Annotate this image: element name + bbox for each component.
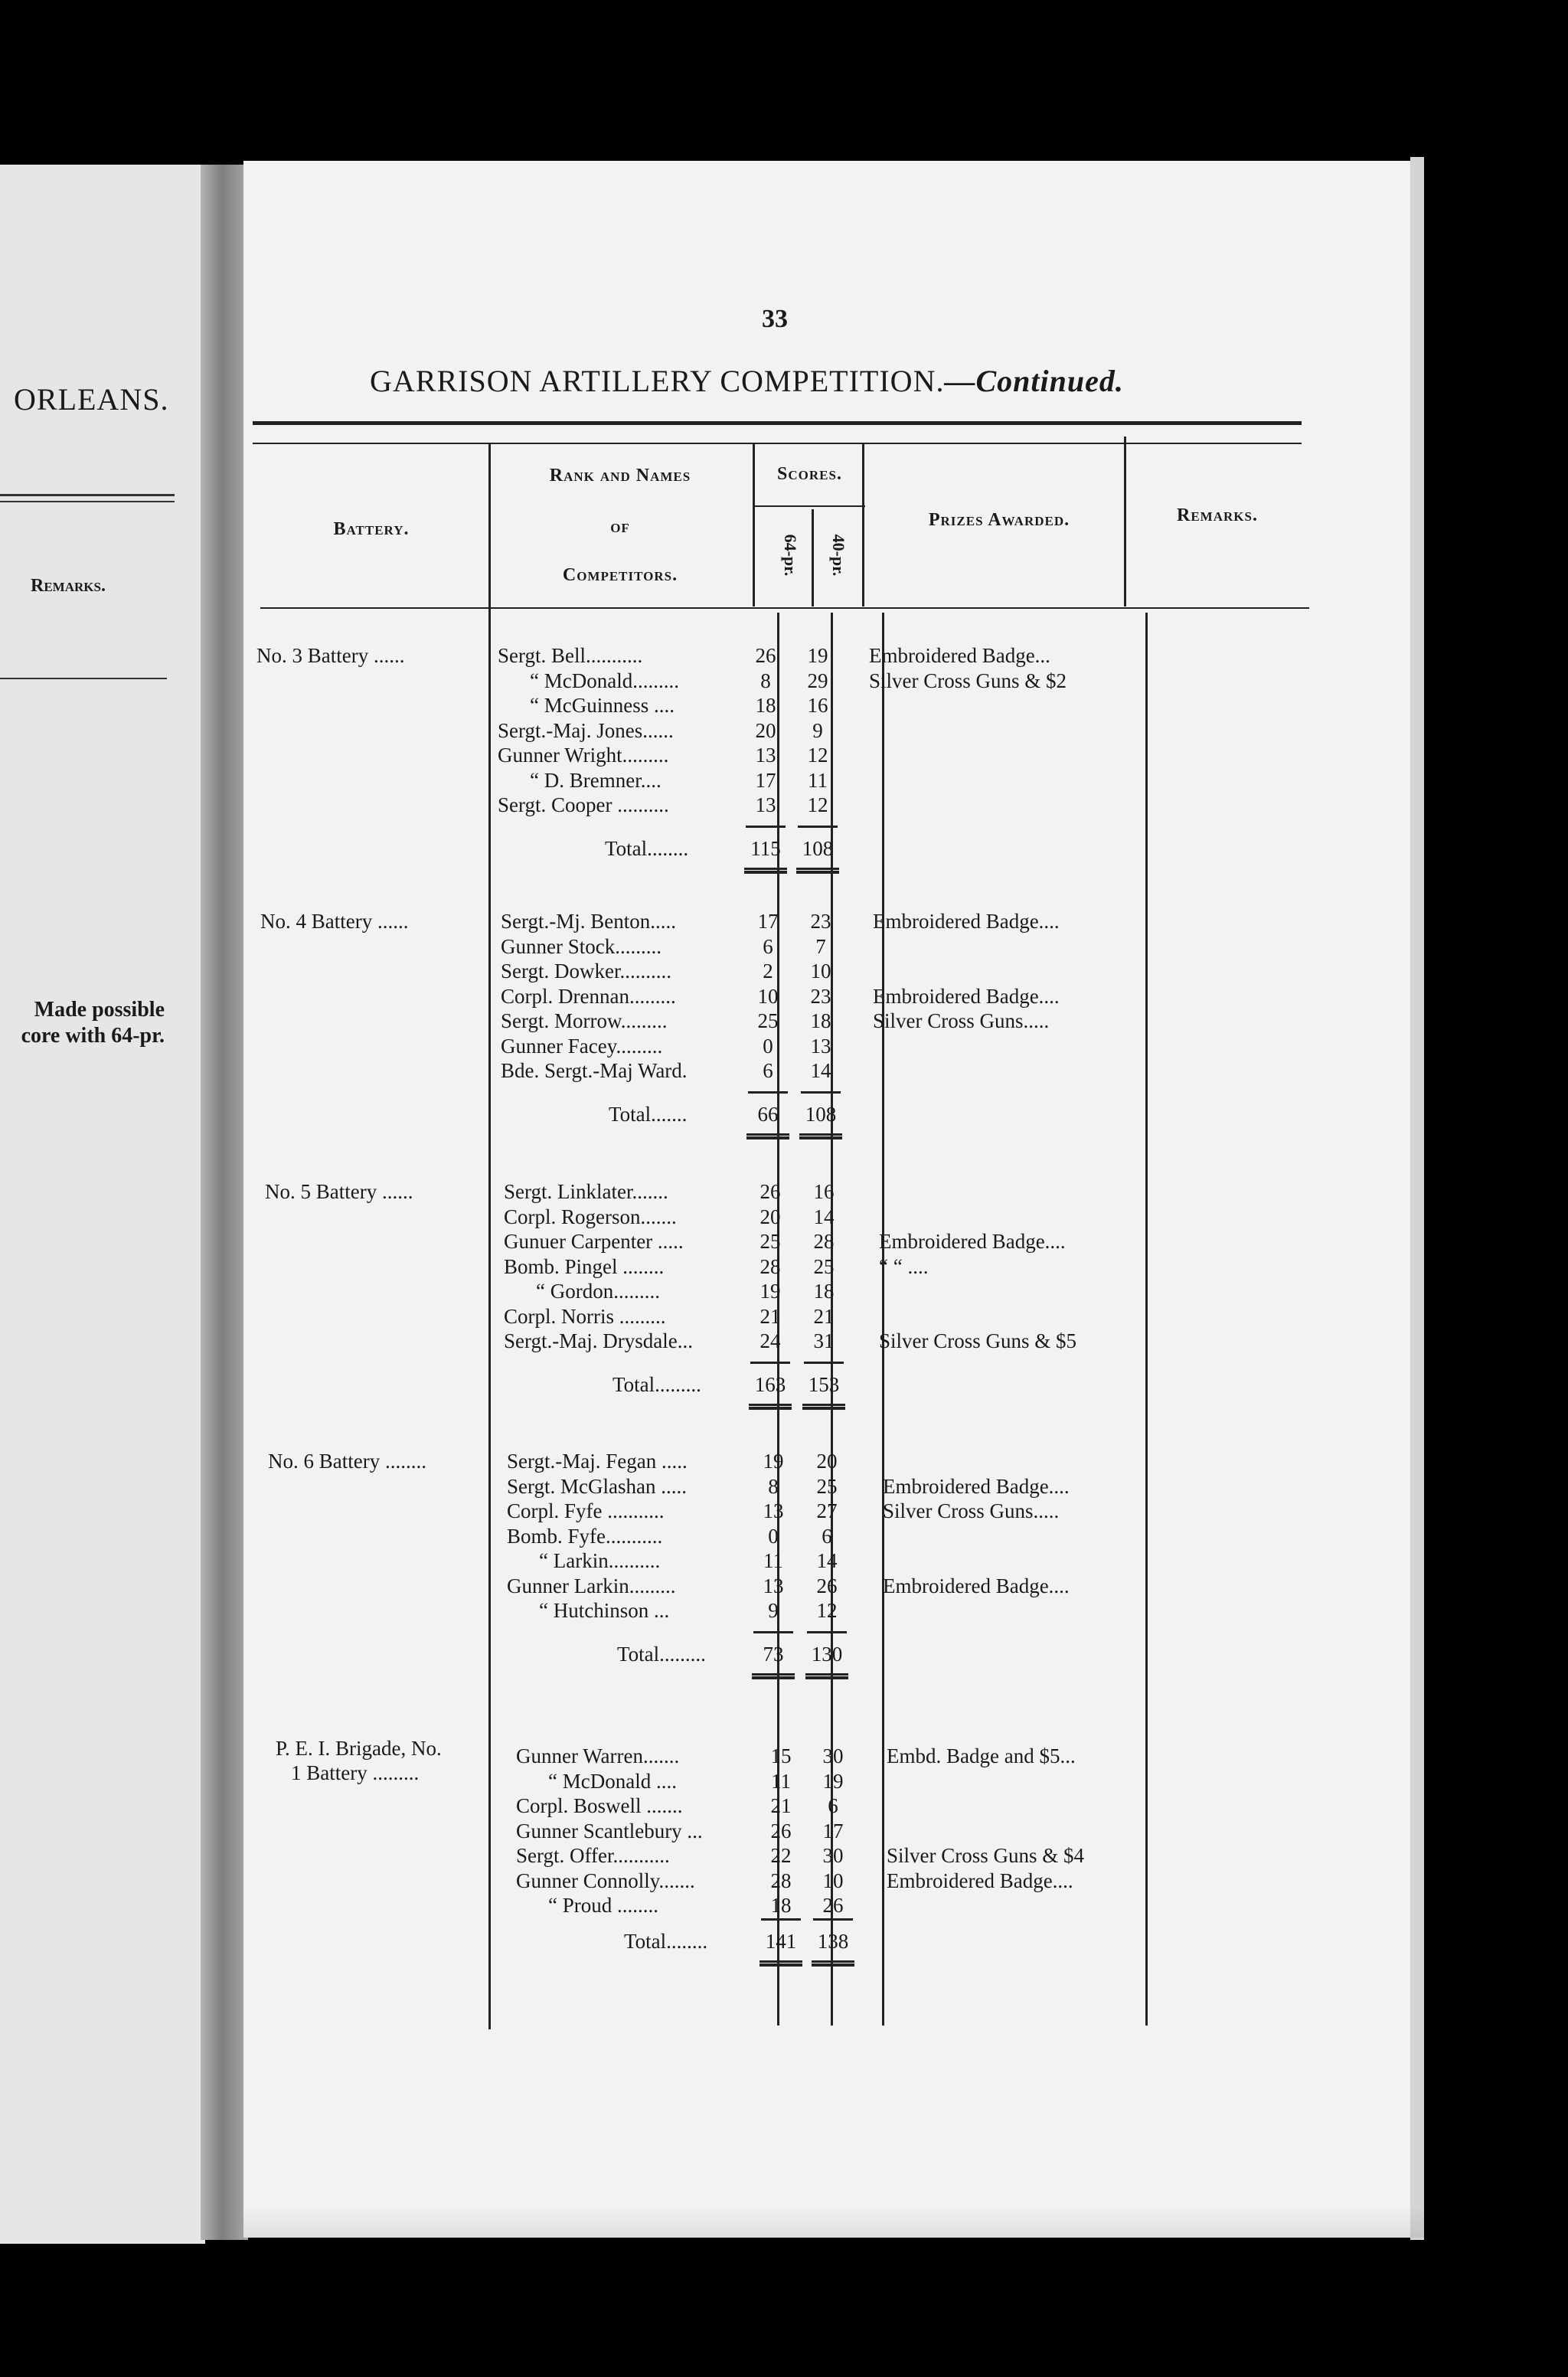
prize-awarded: Silver Cross Guns & $5 [879, 1329, 1077, 1352]
prize-awarded: Embroidered Badge.... [883, 1574, 1070, 1597]
competitor-name: Gunner Facey......... [501, 1034, 663, 1058]
total-double-rule-64 [760, 1960, 802, 1967]
subtotal-rule-40 [813, 1918, 853, 1921]
total-40-pr: 130 [811, 1643, 843, 1666]
score-64-pr: 15 [770, 1744, 792, 1767]
competitor-name: Gunner Stock......... [501, 934, 662, 958]
score-40-pr: 16 [813, 1180, 835, 1203]
left-page-rule-top-thin [0, 501, 175, 502]
competitor-name: “ McDonald .... [548, 1769, 677, 1793]
header-rank-line2: of [610, 517, 630, 537]
col-rule-prizes-header [1124, 436, 1126, 607]
total-double-rule-64 [752, 1673, 795, 1679]
competitor-name: Sergt. Offer........... [516, 1844, 670, 1867]
score-40-pr: 25 [816, 1474, 838, 1498]
score-64-pr: 19 [760, 1280, 781, 1303]
score-40-pr: 11 [808, 768, 828, 792]
score-64-pr: 17 [755, 768, 776, 792]
left-page-note-line1: Made possible [34, 998, 165, 1022]
score-64-pr: 2 [763, 960, 773, 983]
score-64-pr: 18 [755, 694, 776, 717]
competitor-name: Sergt. Cooper .......... [498, 793, 669, 816]
subtotal-rule-40 [801, 1091, 841, 1094]
header-prizes: Prizes Awarded. [928, 510, 1070, 530]
total-64-pr: 73 [763, 1643, 784, 1666]
page-title [370, 363, 1124, 399]
prize-awarded: Silver Cross Guns..... [883, 1499, 1060, 1522]
total-double-rule-64 [746, 1133, 789, 1139]
table-header-bottom-rule [260, 607, 1309, 609]
score-40-pr: 30 [822, 1744, 844, 1767]
competitor-name: “ Proud ........ [548, 1894, 658, 1917]
header-scores: Scores. [777, 464, 842, 484]
battery-name: No. 5 Battery ...... [265, 1180, 413, 1203]
col-rule-64-header [812, 509, 814, 607]
score-64-pr: 20 [755, 718, 776, 742]
score-40-pr: 13 [810, 1034, 831, 1058]
score-40-pr: 6 [822, 1524, 832, 1548]
prize-awarded: Silver Cross Guns..... [873, 1009, 1050, 1032]
score-64-pr: 13 [755, 793, 776, 816]
score-40-pr: 12 [807, 744, 828, 767]
header-rank-line3: Competitors. [562, 565, 678, 585]
page-bottom-shadow [243, 2205, 1424, 2238]
score-64-pr: 13 [763, 1574, 784, 1597]
score-64-pr: 26 [760, 1180, 781, 1203]
competitor-name: Corpl. Fyfe ........... [507, 1499, 665, 1522]
subtotal-rule-64 [753, 1631, 793, 1633]
total-40-pr: 108 [805, 1103, 837, 1126]
score-64-pr: 28 [760, 1254, 781, 1278]
score-64-pr: 25 [757, 1009, 779, 1032]
score-64-pr: 0 [768, 1524, 779, 1548]
score-64-pr: 11 [771, 1769, 791, 1793]
left-page-rule-header [0, 678, 167, 679]
total-double-rule-64 [749, 1404, 792, 1410]
competitor-name: Gunner Warren....... [516, 1744, 680, 1767]
competitor-name: Corpl. Boswell ....... [516, 1794, 683, 1817]
total-40-pr: 153 [808, 1373, 840, 1396]
score-64-pr: 20 [760, 1205, 781, 1228]
score-40-pr: 21 [813, 1304, 835, 1328]
score-40-pr: 19 [807, 644, 828, 667]
competitor-name: Gunner Connolly....... [516, 1869, 695, 1892]
total-double-rule-40 [802, 1404, 845, 1410]
score-40-pr: 20 [816, 1450, 838, 1473]
score-64-pr: 9 [768, 1599, 779, 1622]
competitor-name: “ McGuinness .... [530, 694, 675, 717]
total-label: Total......... [612, 1373, 701, 1396]
header-remarks: Remarks. [1177, 505, 1258, 525]
prize-awarded: Embroidered Badge.... [879, 1230, 1066, 1253]
scores-divider-rule [754, 505, 865, 507]
score-40-pr: 7 [815, 934, 826, 958]
header-40-pr: 40-pr. [829, 534, 848, 577]
score-64-pr: 24 [760, 1329, 781, 1352]
table-top-rule [253, 421, 1302, 425]
subtotal-rule-64 [746, 826, 786, 828]
left-page [0, 165, 205, 2244]
score-40-pr: 30 [822, 1844, 844, 1867]
score-64-pr: 18 [770, 1894, 792, 1917]
score-64-pr: 6 [763, 1059, 773, 1082]
score-64-pr: 25 [760, 1230, 781, 1253]
score-40-pr: 29 [807, 669, 828, 692]
subtotal-rule-40 [807, 1631, 847, 1633]
competitor-name: Sergt.-Mj. Benton..... [501, 910, 676, 933]
score-40-pr: 26 [822, 1894, 844, 1917]
score-40-pr: 28 [813, 1230, 835, 1253]
subtotal-rule-40 [798, 826, 838, 828]
left-page-remarks-header: Remarks. [31, 576, 106, 596]
total-double-rule-40 [812, 1960, 854, 1967]
page-number: 33 [762, 305, 788, 333]
competitor-name: Sergt. Morrow......... [501, 1009, 668, 1032]
competitor-name: Bde. Sergt.-Maj Ward. [501, 1059, 688, 1082]
page-title-suffix: —Continued. [944, 364, 1124, 398]
competitor-name: Gunner Wright......... [498, 744, 669, 767]
header-rank-line1: Rank and Names [549, 466, 691, 486]
subtotal-rule-40 [804, 1362, 844, 1364]
competitor-name: Sergt.-Maj. Fegan ..... [507, 1450, 688, 1473]
prize-awarded: Embroidered Badge.... [883, 1474, 1070, 1498]
subtotal-rule-64 [761, 1918, 801, 1921]
total-double-rule-64 [744, 868, 787, 874]
score-40-pr: 27 [816, 1499, 838, 1522]
competitor-name: “ McDonald......... [530, 669, 679, 692]
score-64-pr: 22 [770, 1844, 792, 1867]
prize-awarded: Embroidered Badge... [869, 644, 1050, 667]
competitor-name: Sergt. Linklater....... [504, 1180, 668, 1203]
score-40-pr: 18 [813, 1280, 835, 1303]
total-64-pr: 115 [750, 837, 781, 860]
table-top-rule-thin [253, 443, 1302, 444]
score-64-pr: 8 [768, 1474, 779, 1498]
score-40-pr: 10 [822, 1869, 844, 1892]
page-title-main: GARRISON ARTILLERY COMPETITION. [370, 364, 945, 398]
score-40-pr: 17 [822, 1819, 844, 1842]
battery-name: P. E. I. Brigade, No. [276, 1737, 442, 1760]
header-battery: Battery. [333, 519, 410, 539]
competitor-name: Sergt. McGlashan ..... [507, 1474, 687, 1498]
col-rule-40-header [862, 444, 864, 607]
score-64-pr: 26 [770, 1819, 792, 1842]
score-40-pr: 25 [813, 1254, 835, 1278]
score-40-pr: 31 [813, 1329, 835, 1352]
prize-awarded: Silver Cross Guns & $4 [887, 1844, 1085, 1867]
total-64-pr: 66 [757, 1103, 779, 1126]
subtotal-rule-64 [750, 1362, 790, 1364]
score-64-pr: 0 [763, 1034, 773, 1058]
score-40-pr: 14 [813, 1205, 835, 1228]
score-40-pr: 10 [810, 960, 831, 983]
score-64-pr: 10 [757, 984, 779, 1008]
total-64-pr: 163 [754, 1373, 786, 1396]
total-label: Total....... [609, 1103, 688, 1126]
total-double-rule-40 [805, 1673, 848, 1679]
prize-awarded: “ “ .... [879, 1254, 929, 1278]
competitor-name: Sergt.-Maj. Drysdale... [504, 1329, 693, 1352]
prize-awarded: Silver Cross Guns & $2 [869, 669, 1067, 692]
total-double-rule-40 [796, 868, 839, 874]
score-40-pr: 26 [816, 1574, 838, 1597]
prize-awarded: Embroidered Badge.... [887, 1869, 1073, 1892]
score-64-pr: 21 [760, 1304, 781, 1328]
competitor-name: Corpl. Norris ......... [504, 1304, 666, 1328]
total-label: Total........ [624, 1930, 708, 1953]
total-40-pr: 138 [817, 1930, 849, 1953]
score-64-pr: 17 [757, 910, 779, 933]
page-edge [1410, 157, 1424, 2240]
competitor-name: Bomb. Pingel ........ [504, 1254, 665, 1278]
competitor-name: “ Gordon......... [536, 1280, 660, 1303]
col-rule-prizes [1145, 613, 1148, 2026]
score-64-pr: 13 [755, 744, 776, 767]
left-page-title: ORLEANS. [14, 382, 169, 417]
score-40-pr: 14 [816, 1549, 838, 1572]
score-64-pr: 26 [755, 644, 776, 667]
score-40-pr: 23 [810, 984, 831, 1008]
score-40-pr: 12 [816, 1599, 838, 1622]
left-page-note-line2: core with 64-pr. [21, 1024, 165, 1048]
prize-awarded: Embroidered Badge.... [873, 910, 1060, 933]
competitor-name: Gunner Scantlebury ... [516, 1819, 703, 1842]
total-label: Total......... [617, 1643, 706, 1666]
competitor-name: “ Larkin.......... [539, 1549, 661, 1572]
battery-name: No. 6 Battery ........ [268, 1450, 426, 1473]
prize-awarded: Embd. Badge and $5... [887, 1744, 1076, 1767]
score-64-pr: 19 [763, 1450, 784, 1473]
book-gutter [201, 165, 248, 2240]
header-64-pr: 64-pr. [781, 534, 800, 577]
total-label: Total........ [605, 837, 689, 860]
battery-name: 1 Battery ......... [291, 1761, 420, 1784]
score-64-pr: 21 [770, 1794, 792, 1817]
competitor-name: “ Hutchinson ... [539, 1599, 670, 1622]
col-rule-battery [488, 444, 491, 2029]
score-40-pr: 14 [810, 1059, 831, 1082]
battery-name: No. 3 Battery ...... [256, 644, 405, 667]
competitor-name: Bomb. Fyfe........... [507, 1524, 663, 1548]
score-40-pr: 6 [828, 1794, 838, 1817]
score-64-pr: 6 [763, 934, 773, 958]
score-40-pr: 18 [810, 1009, 831, 1032]
score-64-pr: 8 [760, 669, 771, 692]
score-64-pr: 11 [763, 1549, 783, 1572]
score-64-pr: 28 [770, 1869, 792, 1892]
score-40-pr: 12 [807, 793, 828, 816]
total-64-pr: 141 [765, 1930, 797, 1953]
total-double-rule-40 [799, 1133, 842, 1139]
competitor-name: Corpl. Rogerson....... [504, 1205, 677, 1228]
competitor-name: Sergt.-Maj. Jones...... [498, 718, 674, 742]
score-40-pr: 23 [810, 910, 831, 933]
competitor-name: Corpl. Drennan......... [501, 984, 676, 1008]
competitor-name: Sergt. Dowker.......... [501, 960, 671, 983]
battery-name: No. 4 Battery ...... [260, 910, 409, 933]
col-rule-rank-header [753, 444, 755, 607]
score-40-pr: 9 [812, 718, 823, 742]
col-rule-40 [882, 613, 884, 2026]
competitor-name: Gunuer Carpenter ..... [504, 1230, 684, 1253]
competitor-name: Gunner Larkin......... [507, 1574, 676, 1597]
left-page-rule-top [0, 494, 175, 496]
score-64-pr: 13 [763, 1499, 784, 1522]
prize-awarded: Embroidered Badge.... [873, 984, 1060, 1008]
total-40-pr: 108 [802, 837, 834, 860]
subtotal-rule-64 [748, 1091, 788, 1094]
competitor-name: Sergt. Bell........... [498, 644, 643, 667]
score-40-pr: 19 [822, 1769, 844, 1793]
competitor-name: “ D. Bremner.... [530, 768, 662, 792]
score-40-pr: 16 [807, 694, 828, 717]
